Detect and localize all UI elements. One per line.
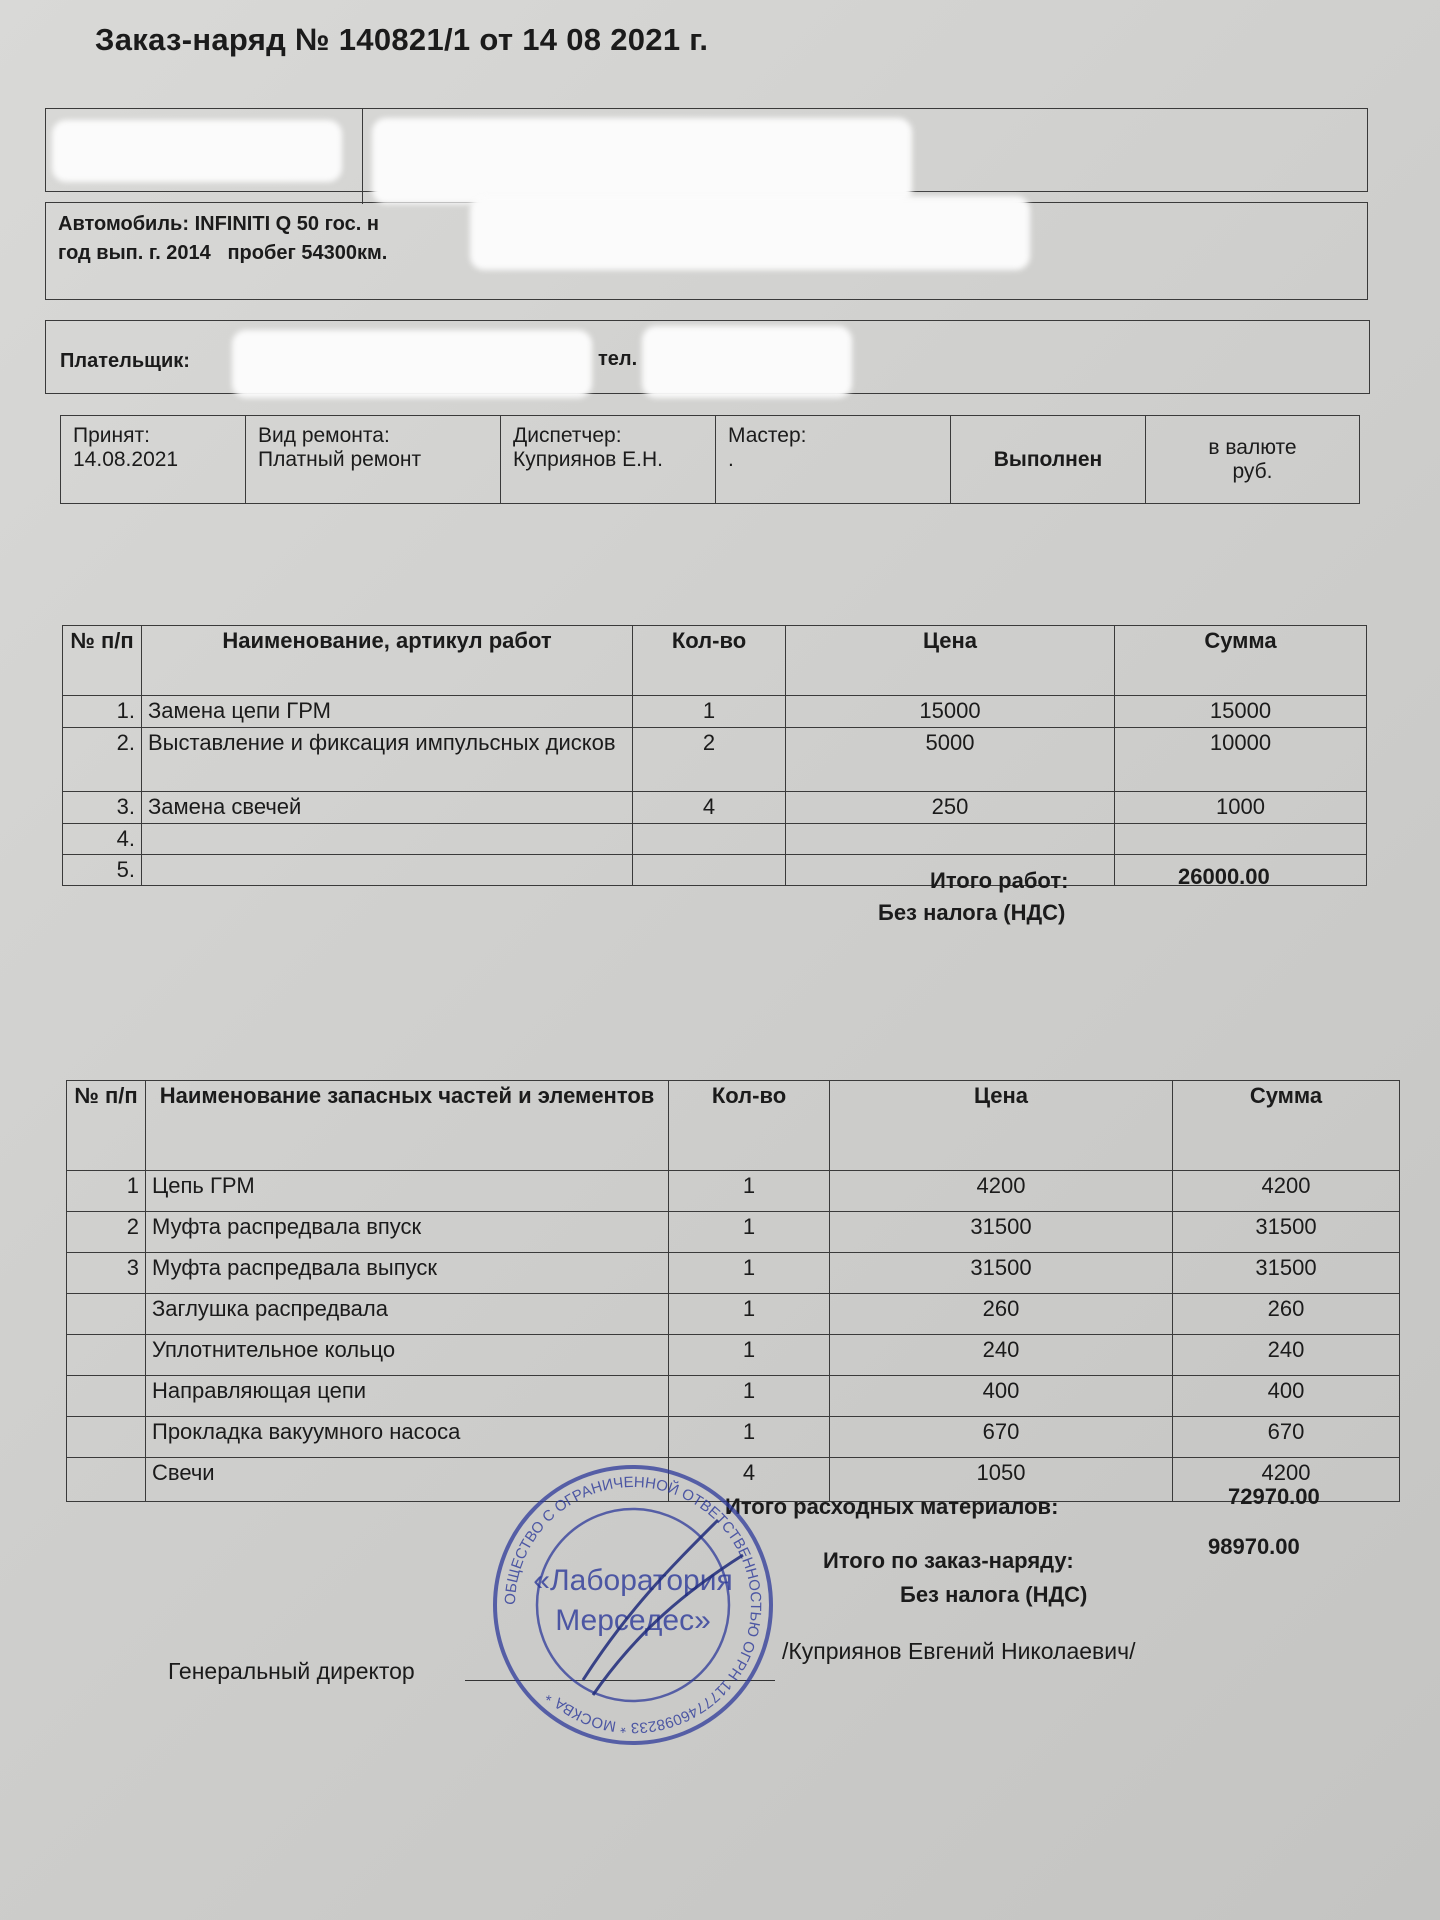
master-value: .: [728, 448, 734, 471]
table-row: [67, 1376, 1400, 1417]
accepted-label: Принят:: [73, 424, 150, 447]
row-qty: 1: [669, 1212, 830, 1253]
row-price: 1050: [830, 1458, 1173, 1502]
row-name: Муфта распредвала впуск: [146, 1212, 669, 1253]
page-title: Заказ-наряд № 140821/1 от 14 08 2021 г.: [95, 22, 709, 57]
works-table: [62, 625, 1367, 886]
row-sum: 240: [1173, 1335, 1400, 1376]
row-sum: [1115, 824, 1367, 855]
vehicle-line: [58, 213, 379, 236]
works-total-label: Итого работ:: [930, 868, 1069, 893]
stamp-name-line2: Мерседес»: [555, 1604, 711, 1637]
row-sum: 670: [1173, 1417, 1400, 1458]
year-label: год вып.: [58, 242, 144, 264]
repair-type-value: Платный ремонт: [258, 448, 422, 471]
row-price: 31500: [830, 1253, 1173, 1294]
year-value: г. 2014: [148, 242, 211, 264]
table-row: [67, 1294, 1400, 1335]
row-number: [67, 1458, 146, 1502]
row-qty: 2: [633, 728, 786, 792]
col-number: № п/п: [67, 1081, 146, 1171]
parts-header-row: [67, 1081, 1400, 1171]
row-qty: 1: [669, 1294, 830, 1335]
table-row: [67, 1212, 1400, 1253]
row-name: Уплотнительное кольцо: [146, 1335, 669, 1376]
redaction: [372, 118, 912, 204]
row-name: Замена цепи ГРМ: [142, 696, 633, 728]
master-label: Мастер:: [728, 424, 807, 447]
row-name: Замена свечей: [142, 792, 633, 824]
col-number: № п/п: [63, 626, 142, 696]
col-sum: Сумма: [1173, 1081, 1400, 1171]
row-name: Цепь ГРМ: [146, 1171, 669, 1212]
status-cell: Выполнен: [951, 416, 1146, 504]
row-price: 240: [830, 1335, 1173, 1376]
row-number: [67, 1294, 146, 1335]
order-tax-note: Без налога (НДС): [900, 1582, 1088, 1607]
col-price: Цена: [830, 1081, 1173, 1171]
year-line: [58, 242, 387, 265]
row-sum: 260: [1173, 1294, 1400, 1335]
works-header-row: [63, 626, 1367, 696]
row-qty: [633, 824, 786, 855]
row-name: Направляющая цепи: [146, 1376, 669, 1417]
row-number: [67, 1417, 146, 1458]
table-row: [67, 1253, 1400, 1294]
col-name: Наименование запасных частей и элементов: [146, 1081, 669, 1171]
col-sum: Сумма: [1115, 626, 1367, 696]
row-number: 1.: [63, 696, 142, 728]
row-sum: 10000: [1115, 728, 1367, 792]
works-total-value: 26000.00: [1178, 864, 1270, 889]
row-qty: [633, 855, 786, 886]
row-qty: 4: [633, 792, 786, 824]
car-model: INFINITI Q 50 гос. н: [194, 213, 379, 235]
car-label: Автомобиль:: [58, 213, 190, 235]
row-name: Прокладка вакуумного насоса: [146, 1417, 669, 1458]
row-price: 260: [830, 1294, 1173, 1335]
currency-cell: [1146, 416, 1360, 504]
row-sum: 4200: [1173, 1458, 1400, 1502]
accepted-cell: [61, 416, 246, 504]
order-total-value: 98970.00: [1208, 1534, 1300, 1559]
redaction: [232, 330, 592, 398]
row-name: Муфта распредвала выпуск: [146, 1253, 669, 1294]
row-qty: 1: [633, 696, 786, 728]
row-price: [786, 824, 1115, 855]
row-price: 15000: [786, 696, 1115, 728]
signature-role: Генеральный директор: [168, 1658, 415, 1684]
col-name: Наименование, артикул работ: [142, 626, 633, 696]
customer-box-divider: [362, 108, 363, 204]
row-sum: 400: [1173, 1376, 1400, 1417]
stamp-ring-text: ОБЩЕСТВО С ОГРАНИЧЕННОЙ ОТВЕТСТВЕННОСТЬЮ ОГРН 1177746098233 * МОСКВА *: [501, 1473, 765, 1737]
row-price: 400: [830, 1376, 1173, 1417]
row-price: 31500: [830, 1212, 1173, 1253]
table-row: [63, 855, 1367, 886]
row-number: [67, 1335, 146, 1376]
dispatcher-label: Диспетчер:: [513, 424, 622, 447]
redaction: [52, 120, 342, 182]
table-row: [67, 1171, 1400, 1212]
row-number: 4.: [63, 824, 142, 855]
row-sum: 15000: [1115, 696, 1367, 728]
row-qty: 1: [669, 1376, 830, 1417]
row-qty: 1: [669, 1171, 830, 1212]
row-qty: 1: [669, 1335, 830, 1376]
payer-label: Плательщик:: [60, 350, 190, 372]
row-sum: 1000: [1115, 792, 1367, 824]
row-number: 3.: [63, 792, 142, 824]
parts-total-value: 72970.00: [1228, 1484, 1320, 1509]
row-sum: 4200: [1173, 1171, 1400, 1212]
payer-tel-label: тел.: [598, 348, 638, 370]
col-qty: Кол-во: [633, 626, 786, 696]
row-qty: 4: [669, 1458, 830, 1502]
dispatcher-cell: [501, 416, 716, 504]
stamp-name-line1: «Лаборатория: [533, 1564, 733, 1597]
row-name: [142, 824, 633, 855]
parts-table: [66, 1080, 1400, 1502]
table-row: [67, 1335, 1400, 1376]
table-row: [63, 824, 1367, 855]
row-price: 250: [786, 792, 1115, 824]
row-name: Выставление и фиксация импульсных дисков: [142, 728, 633, 792]
parts-total-label: Итого расходных материалов:: [725, 1494, 1059, 1519]
row-price: 670: [830, 1417, 1173, 1458]
col-qty: Кол-во: [669, 1081, 830, 1171]
currency-label: в валюте: [1208, 435, 1297, 459]
row-number: 2: [67, 1212, 146, 1253]
col-price: Цена: [786, 626, 1115, 696]
row-number: 2.: [63, 728, 142, 792]
redaction: [470, 196, 1030, 270]
row-name: [142, 855, 633, 886]
redaction: [642, 326, 852, 398]
row-qty: 1: [669, 1253, 830, 1294]
row-sum: 31500: [1173, 1253, 1400, 1294]
works-tax-note: Без налога (НДС): [878, 900, 1066, 925]
table-row: [63, 728, 1367, 792]
row-sum: 31500: [1173, 1212, 1400, 1253]
order-info-table: [60, 415, 1360, 504]
signature-name: /Куприянов Евгений Николаевич/: [782, 1638, 1136, 1664]
row-number: 5.: [63, 855, 142, 886]
dispatcher-value: Куприянов Е.Н.: [513, 448, 663, 471]
row-number: [67, 1376, 146, 1417]
repair-type-label: Вид ремонта:: [258, 424, 390, 447]
row-price: 4200: [830, 1171, 1173, 1212]
accepted-date: 14.08.2021: [73, 448, 179, 471]
row-qty: 1: [669, 1417, 830, 1458]
table-row: [63, 696, 1367, 728]
table-row: [67, 1417, 1400, 1458]
row-number: 3: [67, 1253, 146, 1294]
row-name: Заглушка распредвала: [146, 1294, 669, 1335]
company-stamp: [488, 1460, 778, 1750]
mileage-value: пробег 54300км.: [227, 242, 388, 264]
repair-type-cell: [246, 416, 501, 504]
row-price: 5000: [786, 728, 1115, 792]
currency-value: руб.: [1232, 459, 1273, 483]
row-name: Свечи: [146, 1458, 669, 1502]
master-cell: [716, 416, 951, 504]
order-total-label: Итого по заказ-наряду:: [823, 1548, 1074, 1573]
table-row: [63, 792, 1367, 824]
row-number: 1: [67, 1171, 146, 1212]
